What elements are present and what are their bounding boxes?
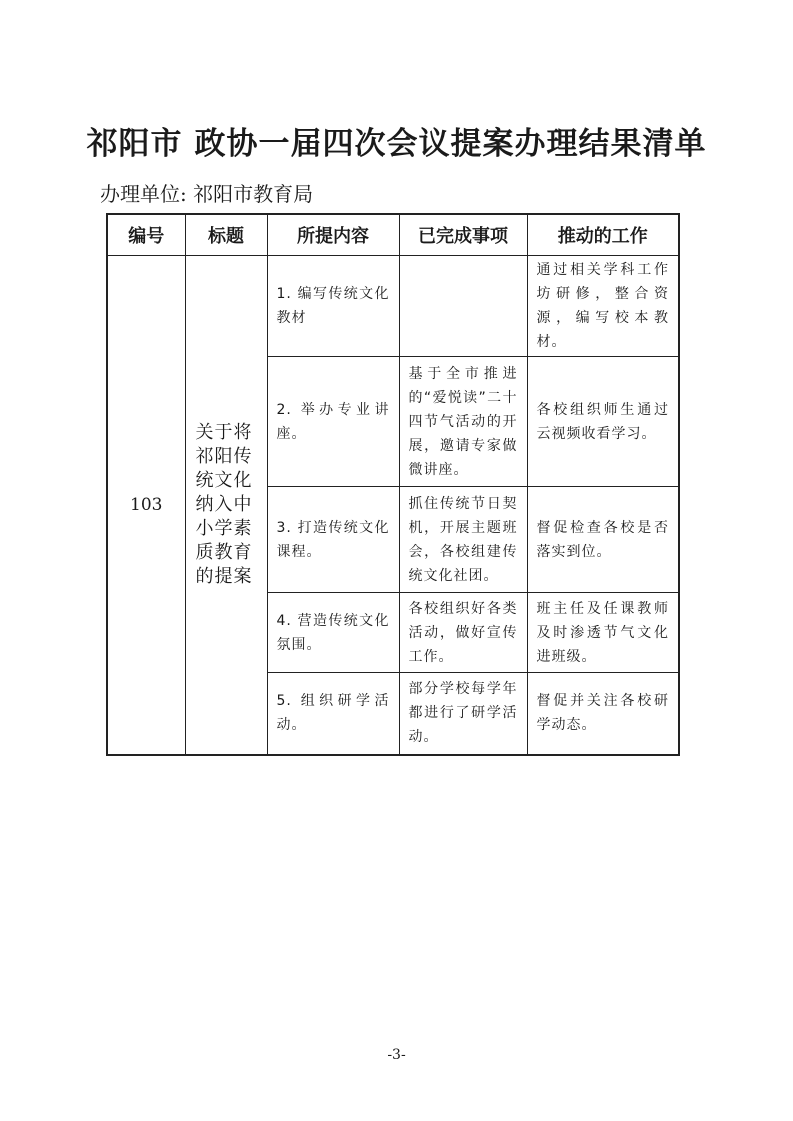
proposal-topic: 关于将祁阳传统文化纳入中小学素质教育的提案 bbox=[185, 256, 267, 755]
header-title: 标题 bbox=[185, 214, 267, 256]
row-pushed-work: 督促检查各校是否落实到位。 bbox=[527, 487, 679, 593]
header-completed: 已完成事项 bbox=[399, 214, 527, 256]
handling-unit bbox=[100, 178, 313, 207]
header-number: 编号 bbox=[107, 214, 185, 256]
row-completed: 基于全市推进的“爱悦读”二十四节气活动的开展，邀请专家做微讲座。 bbox=[399, 357, 527, 487]
row-pushed-work: 督促并关注各校研学动态。 bbox=[527, 673, 679, 755]
row-content: 4. 营造传统文化氛围。 bbox=[267, 593, 399, 673]
row-content: 5. 组织研学活动。 bbox=[267, 673, 399, 755]
results-table bbox=[106, 213, 680, 756]
page-title bbox=[60, 118, 733, 163]
row-completed: 部分学校每学年都进行了研学活动。 bbox=[399, 673, 527, 755]
row-pushed-work: 通过相关学科工作坊研修，整合资源，编写校本教材。 bbox=[527, 256, 679, 357]
row-completed: 抓住传统节日契机，开展主题班会，各校组建传统文化社团。 bbox=[399, 487, 527, 593]
handling-unit-label: 办理单位: bbox=[100, 182, 187, 206]
title-main: 政协一届四次会议提案办理结果清单 bbox=[194, 126, 707, 162]
row-content: 3. 打造传统文化课程。 bbox=[267, 487, 399, 593]
title-city: 祁阳市 bbox=[86, 126, 183, 162]
row-content: 2. 举办专业讲座。 bbox=[267, 357, 399, 487]
header-content: 所提内容 bbox=[267, 214, 399, 256]
table-header-row bbox=[107, 214, 679, 256]
proposal-number: 103 bbox=[107, 256, 185, 755]
handling-unit-value: 祁阳市教育局 bbox=[193, 182, 314, 206]
row-pushed-work: 班主任及任课教师及时渗透节气文化进班级。 bbox=[527, 593, 679, 673]
row-completed: 各校组织好各类活动，做好宣传工作。 bbox=[399, 593, 527, 673]
row-completed bbox=[399, 256, 527, 357]
row-pushed-work: 各校组织师生通过云视频收看学习。 bbox=[527, 357, 679, 487]
header-pushed-work: 推动的工作 bbox=[527, 214, 679, 256]
page-number: -3- bbox=[387, 1047, 406, 1063]
row-content: 1. 编写传统文化教材 bbox=[267, 256, 399, 357]
table-row bbox=[107, 256, 679, 357]
